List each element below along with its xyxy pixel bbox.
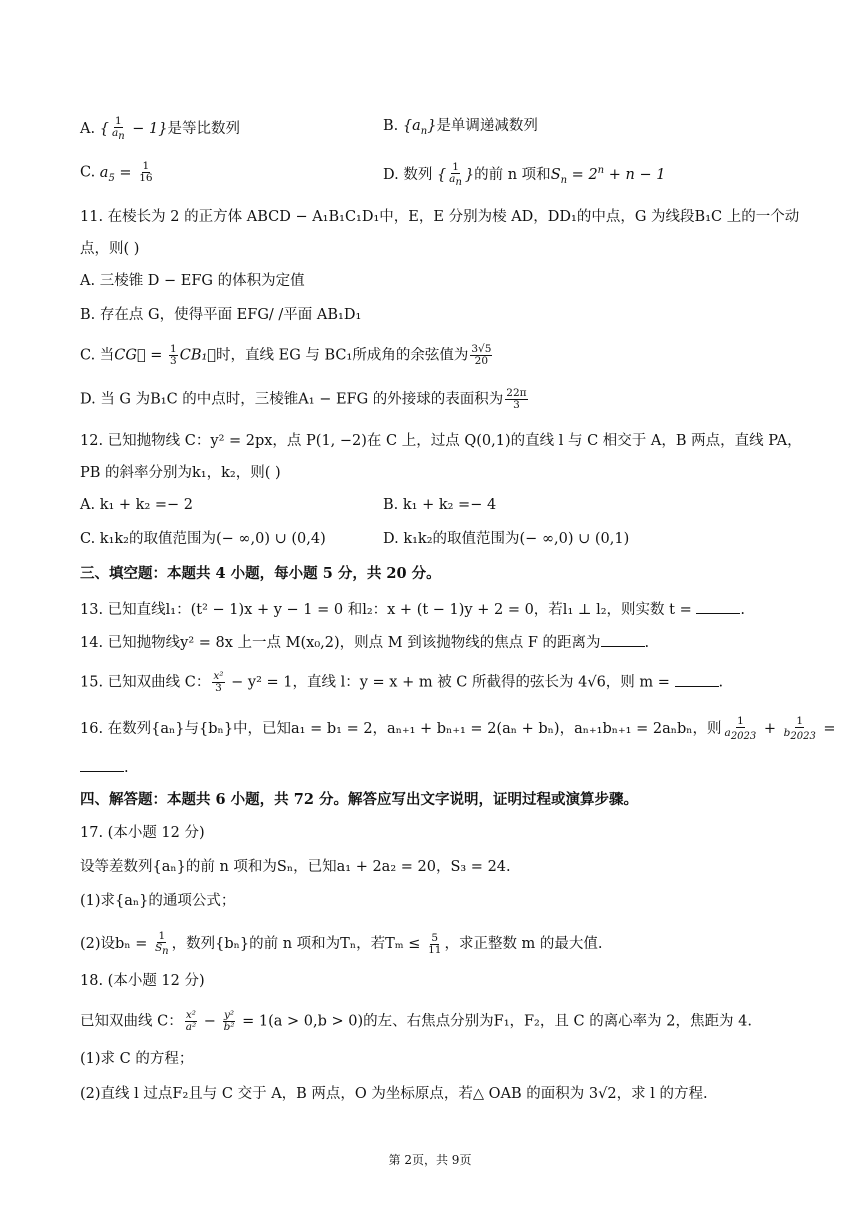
q16-line2: . <box>80 757 800 778</box>
q16-answer-blank[interactable] <box>80 757 124 772</box>
q18-part1: (1)求 C 的方程； <box>80 1051 194 1067</box>
q11-option-a: A. 三棱锥 D − EFG 的体积为定值 <box>80 273 305 289</box>
q12-stem-line1: 12. 已知抛物线 C：y² = 2px，点 P(1, −2)在 C 上，过点 Q(0,1)的直线 l 与 C 相交于 A，B 两点，直线 PA， <box>80 433 802 449</box>
q11-option-d: D. 当 G 为B₁C 的中点时，三棱锥A₁ − EFG 的外接球的表面积为 $\frac{22\pi}{3}$ <box>80 387 527 411</box>
q15: 15. 已知双曲线 C： $\frac{\text{x²}}{3}$ − y² = 1，直线 l：y = x + m 被 C 所截得的弦长为 4√6，则 m = . <box>80 670 724 694</box>
q14: 14. 已知抛物线y² = 8x 上一点 M(x₀,2)，则点 M 到该抛物线的焦点 F 的距离为 . <box>80 632 800 653</box>
q10-option-a: A. { $\frac{1}{a_n}$ − 1}是等比数列 <box>80 115 240 143</box>
q17-part2: (2)设bₙ = $\frac{1}{S_n}$ ，数列{bₙ}的前 n 项和为Tₙ，若Tₘ ≤ $\frac{5}{11}$ ，求正整数 m 的最大值. <box>80 930 603 958</box>
q13: 13. 已知直线l₁：(t² − 1)x + y − 1 = 0 和l₂：x + (t − 1)y + 2 = 0，若l₁ ⊥ l₂，则实数 t = . <box>80 599 800 620</box>
q18-stem: 已知双曲线 C： $\frac{\text{x²}}{\text{a²}}$ − $\frac{\text{y²}}{\text{b²}}$ = 1(a > 0,b > 0)的左、右焦点分别为F₁，F₂，且 C 的离心率为 2，焦距为 4. <box>80 1009 752 1033</box>
section-3-heading: 三、填空题：本题共 4 小题，每小题 5 分，共 20 分。 <box>80 565 441 582</box>
section-4-heading: 四、解答题：本题共 6 小题，共 72 分。解答应写出文字说明，证明过程或演算步骤。 <box>80 791 638 808</box>
q10-options-ab <box>80 116 800 142</box>
q12-option-a: A. k₁ + k₂ =− 2 <box>80 497 193 513</box>
q10-options-cd <box>80 161 800 191</box>
q11-stem-line1: 11. 在棱长为 2 的正方体 ABCD − A₁B₁C₁D₁中，E，E 分别为棱 AD，DD₁的中点，G 为线段B₁C 上的一个动 <box>80 209 800 225</box>
q10-option-c: C. $a_5$ = $\frac{1}{16}$ <box>80 160 153 184</box>
page-footer: 第 2页，共 9页 <box>388 1153 472 1167</box>
q12-stem-line2: PB 的斜率分别为k₁，k₂，则( ) <box>80 465 281 481</box>
q11-option-c: C. 当CG⃗ = $\frac{1}{3}$ CB₁⃗时，直线 EG 与 BC₁所成角的余弦值为 $\frac{3√5}{20}$ <box>80 343 492 367</box>
q11-option-b: B. 存在点 G，使得平面 EFG/ /平面 AB₁D₁ <box>80 307 362 323</box>
q10-option-b: B. $\{a_n\}$是单调递减数列 <box>383 118 538 137</box>
q12-option-b: B. k₁ + k₂ =− 4 <box>383 497 497 513</box>
q17-heading: 17. (本小题 12 分) <box>80 825 205 841</box>
q13-answer-blank[interactable] <box>696 599 740 614</box>
q17-stem: 设等差数列{aₙ}的前 n 项和为Sₙ，已知a₁ + 2a₂ = 20，S₃ = 24. <box>80 859 511 875</box>
q15-answer-blank[interactable] <box>675 672 719 687</box>
q12-options-ab <box>80 495 800 515</box>
q11-stem-line2: 点，则( ) <box>80 241 140 257</box>
q16: 16. 在数列{aₙ}与{bₙ}中，已知a₁ = b₁ = 2，aₙ₊₁ + bₙ₊₁ = 2(aₙ + bₙ)，aₙ₊₁bₙ₊₁ = 2aₙbₙ，则 $\frac{1}{a_{2023}}$ + $\frac{1}{b_{2023}}$ = <box>80 715 836 743</box>
q17-part1: (1)求{aₙ}的通项公式； <box>80 893 236 909</box>
q18-part2: (2)直线 l 过点F₂且与 C 交于 A，B 两点，O 为坐标原点，若△ OAB 的面积为 3√2，求 l 的方程. <box>80 1086 708 1102</box>
q12-options-cd <box>80 529 800 549</box>
q14-answer-blank[interactable] <box>601 632 645 647</box>
q10-option-d: D. 数列 { $\frac{1}{a_n}$ }的前 n 项和$S_n = 2^n + n - 1$ <box>383 160 666 188</box>
q18-heading: 18. (本小题 12 分) <box>80 973 205 989</box>
q12-option-d: D. k₁k₂的取值范围为(− ∞,0) ∪ (0,1) <box>383 531 630 547</box>
q12-option-c: C. k₁k₂的取值范围为(− ∞,0) ∪ (0,4) <box>80 531 326 547</box>
